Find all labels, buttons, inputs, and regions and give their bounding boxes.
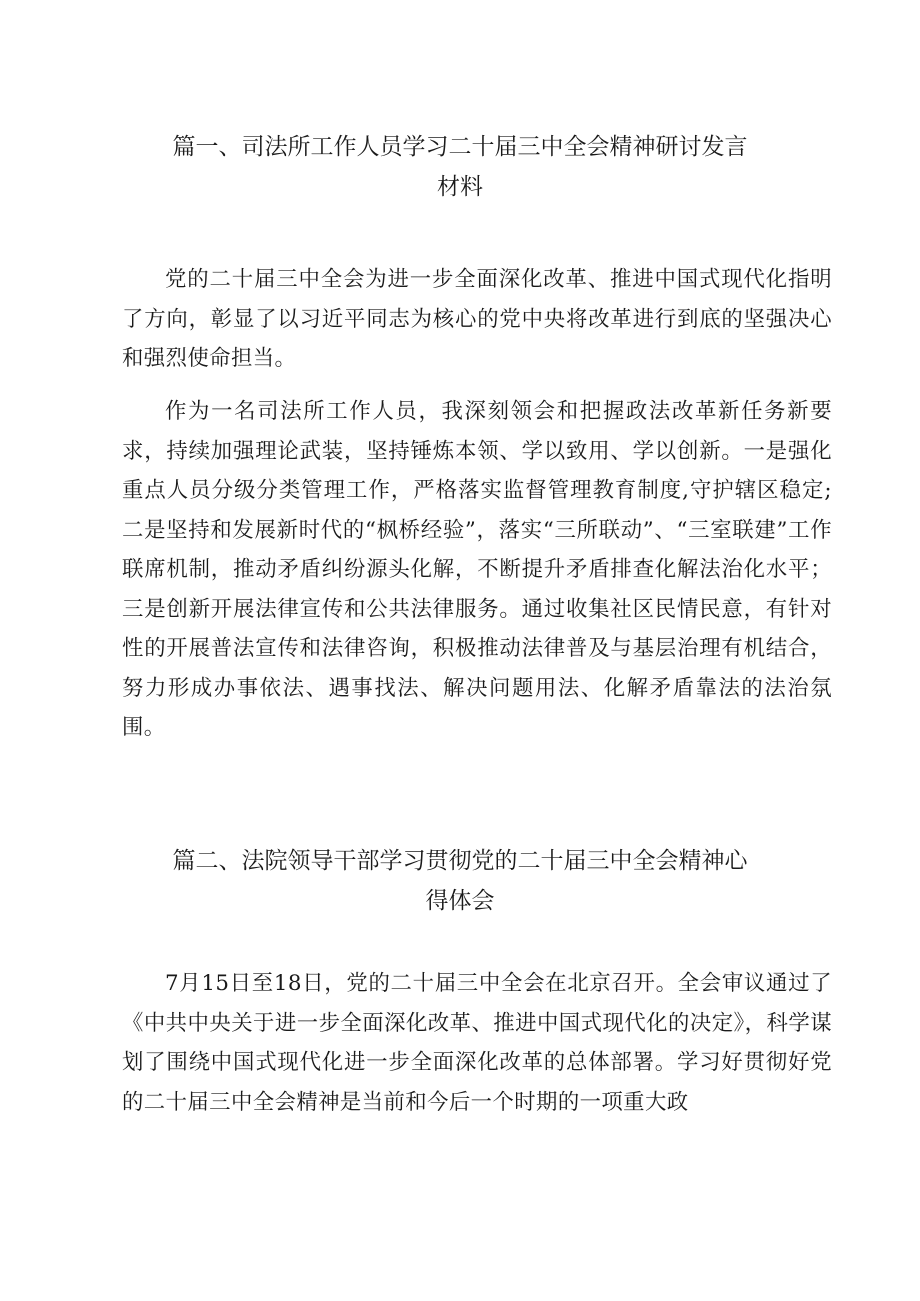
section1-title-line2: 材料	[437, 174, 483, 200]
section2-title-line2: 得体会	[425, 888, 495, 914]
section2-title-line1: 篇二、法院领导干部学习贯彻党的二十届三中全会精神心	[172, 848, 748, 874]
section2-title	[120, 841, 800, 921]
section2-paragraph1: 7月15日至18日，党的二十届三中全会在北京召开。全会审议通过了《中共中央关于进一步全面深化改革、推进中国式现代化的决定》，科学谋划了围绕中国式现代化进一步全面深化改革的总体部署。学习好贯彻好党的二十届三中全会精神是当前和今后一个时期的一项重大政	[122, 971, 832, 1115]
section1-paragraph1: 党的二十届三中全会为进一步全面深化改革、推进中国式现代化指明了方向，彰显了以习近平同志为核心的党中央将改革进行到底的坚强决心和强烈使命担当。	[122, 267, 832, 371]
section1-paragraph2: 作为一名司法所工作人员，我深刻领会和把握政法改革新任务新要求，持续加强理论武装，坚持锤炼本领、学以致用、学以创新。一是强化重点人员分级分类管理工作，严格落实监督管理教育制度,守护辖区稳定;二是坚持和发展新时代的“枫桥经验”，落实“三所联动”、“三室联建”工作联席机制，推动矛盾纠纷源头化解，不断提升矛盾排查化解法治化水平；三是创新开展法律宣传和公共法律服务。通过收集社区民情民意，有针对性的开展普法宣传和法律咨询，积极推动法律普及与基层治理有机结合，努力形成办事依法、遇事找法、解决问题用法、化解矛盾靠法的法治氛围。	[122, 399, 832, 740]
section1-title-line1: 篇一、司法所工作人员学习二十届三中全会精神研讨发言	[172, 134, 748, 160]
section1-title	[120, 127, 800, 207]
